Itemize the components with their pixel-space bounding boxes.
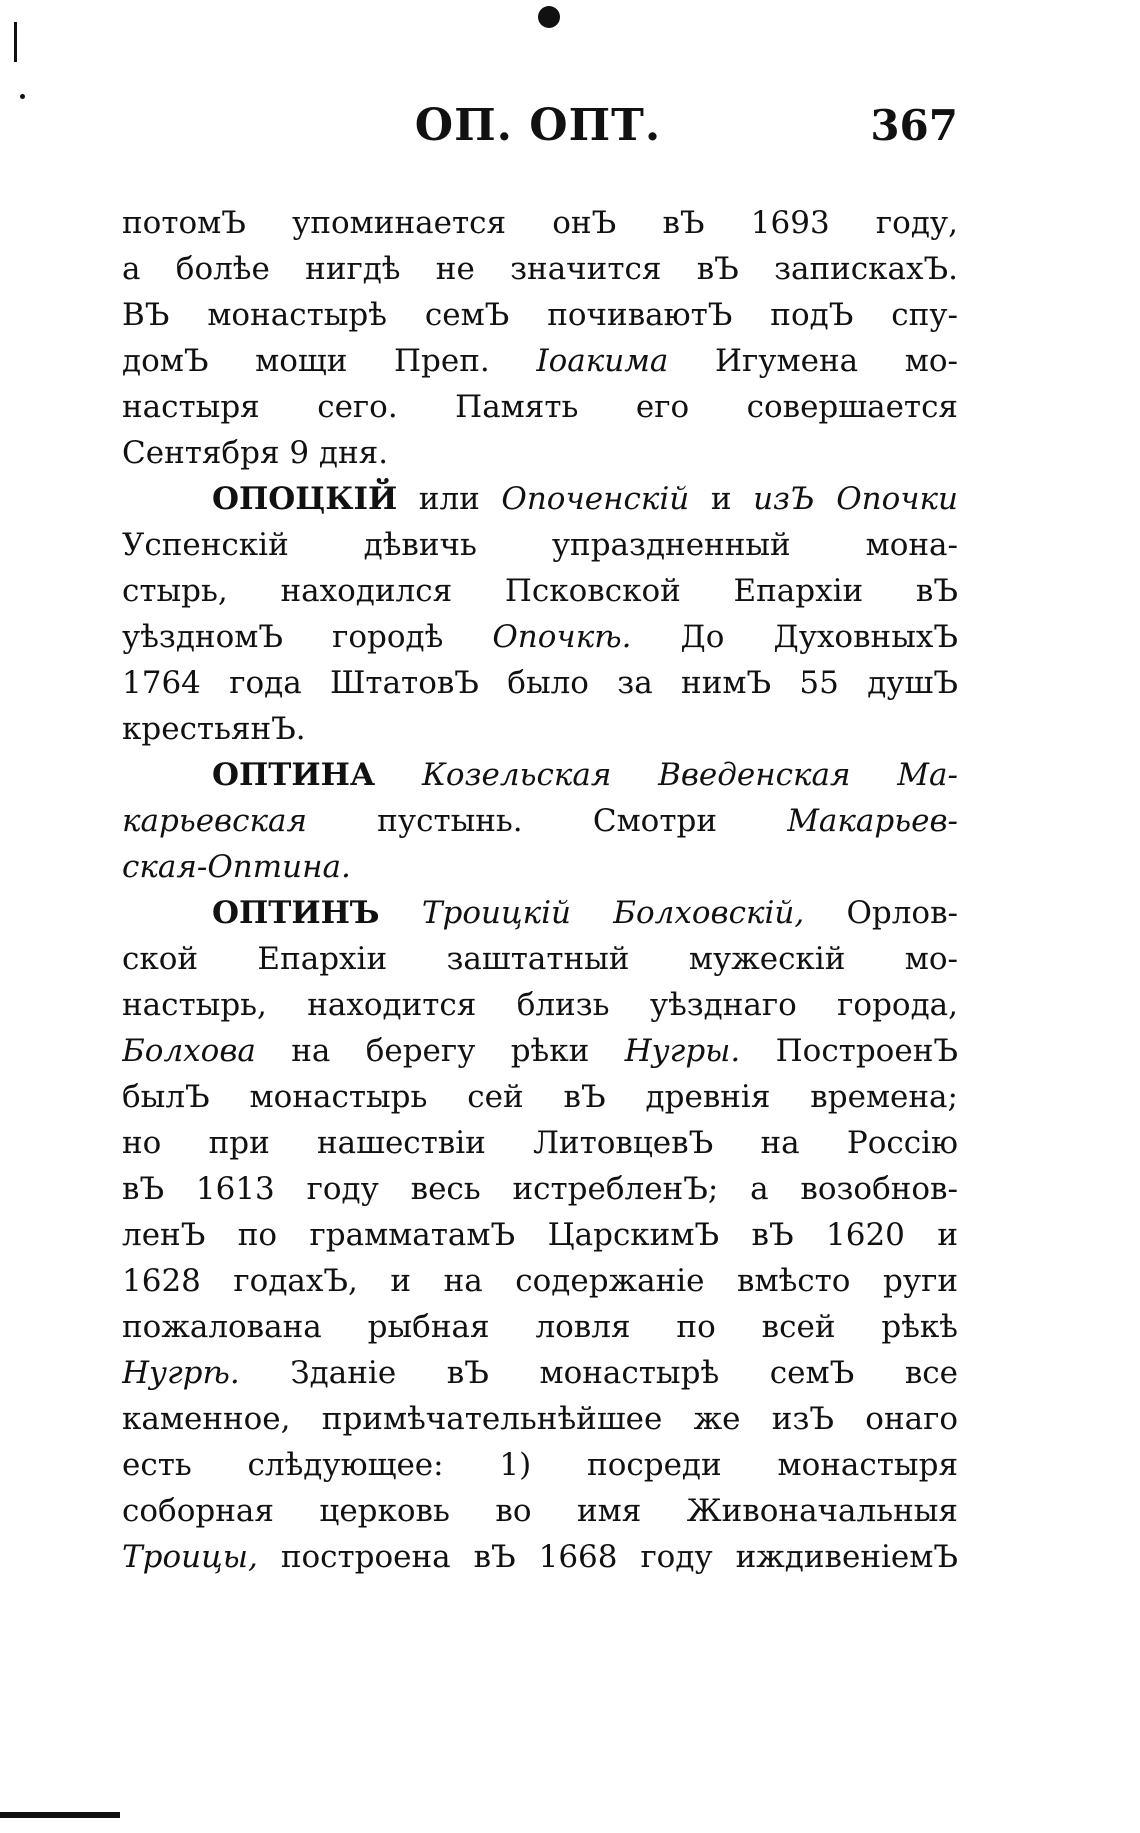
text-segment: пожалована рыбная ловля по всей рѣкѣ bbox=[122, 1309, 958, 1345]
text-line bbox=[122, 1304, 958, 1350]
edge-mark bbox=[14, 22, 17, 62]
body-text bbox=[122, 200, 958, 1580]
text-segment: настырь, находится близь уѣзднаго города, bbox=[122, 987, 958, 1023]
text-line bbox=[122, 1258, 958, 1304]
text-line bbox=[122, 384, 958, 430]
text-segment: ВЪ монастырѣ семЪ почиваютЪ подЪ спу- bbox=[122, 297, 958, 333]
text-segment: Сентября 9 дня. bbox=[122, 435, 389, 471]
text-line bbox=[122, 1442, 958, 1488]
text-segment: ленЪ по грамматамЪ ЦарскимЪ вЪ 1620 и bbox=[122, 1217, 958, 1253]
italic-text: ская-Оптина. bbox=[122, 849, 351, 885]
entry-heading: ОПОЦКІЙ bbox=[212, 481, 398, 517]
text-line bbox=[122, 614, 958, 660]
italic-text: Козельская Введенская Ма- bbox=[421, 757, 958, 793]
text-segment: Успенскій дѣвичь упраздненный мона- bbox=[122, 527, 958, 563]
text-line bbox=[122, 1028, 958, 1074]
text-segment: настыря сего. Память его совершается bbox=[122, 389, 958, 425]
text-line bbox=[122, 982, 958, 1028]
text-line bbox=[122, 430, 958, 476]
text-line bbox=[122, 1120, 958, 1166]
italic-text: Троицы, bbox=[122, 1539, 258, 1575]
text-line bbox=[122, 1488, 958, 1534]
text-segment bbox=[815, 481, 837, 517]
italic-text: Опоченскій bbox=[501, 481, 690, 517]
italic-text: Макарьев- bbox=[787, 803, 958, 839]
text-segment: потомЪ упоминается онЪ вЪ 1693 году, bbox=[122, 205, 958, 241]
text-segment: домЪ мощи Преп. bbox=[122, 343, 537, 379]
text-segment: крестьянЪ. bbox=[122, 711, 306, 747]
text-line bbox=[122, 706, 958, 752]
text-line bbox=[122, 844, 958, 890]
text-line bbox=[122, 1534, 958, 1580]
text-line bbox=[122, 798, 958, 844]
text-line bbox=[122, 1166, 958, 1212]
text-segment: или bbox=[397, 481, 502, 517]
text-line bbox=[122, 1074, 958, 1120]
text-line bbox=[122, 1212, 958, 1258]
text-line bbox=[122, 660, 958, 706]
italic-text: Іоакима bbox=[536, 343, 669, 379]
page-header bbox=[118, 96, 958, 156]
text-segment: Орлов- bbox=[804, 895, 958, 931]
text-line bbox=[122, 292, 958, 338]
text-line bbox=[122, 752, 958, 798]
text-segment: былЪ монастырь сей вЪ древнія времена; bbox=[122, 1079, 958, 1115]
text-segment: но при нашествіи ЛитовцевЪ на Россію bbox=[122, 1125, 958, 1161]
text-segment: пустынь. Смотри bbox=[307, 803, 788, 839]
text-line bbox=[122, 936, 958, 982]
text-segment: вЪ 1613 году весь истребленЪ; а возобнов- bbox=[122, 1171, 958, 1207]
text-segment: каменное, примѣчательнѣйшее же изЪ онаго bbox=[122, 1401, 958, 1437]
bottom-edge-mark bbox=[0, 1812, 120, 1818]
text-line bbox=[122, 338, 958, 384]
italic-text: Опочки bbox=[836, 481, 958, 517]
entry-heading: ОПТИНЪ bbox=[212, 895, 380, 931]
text-line bbox=[122, 1350, 958, 1396]
text-line bbox=[122, 1396, 958, 1442]
page-number: 367 bbox=[870, 101, 958, 150]
text-segment: ской Епархіи заштатный мужескій мо- bbox=[122, 941, 958, 977]
ink-blot bbox=[538, 6, 560, 28]
text-line bbox=[122, 200, 958, 246]
text-segment bbox=[375, 757, 422, 793]
text-segment: на берегу рѣки bbox=[255, 1033, 625, 1069]
italic-text: Опочкѣ. bbox=[492, 619, 632, 655]
text-segment: соборная церковь во имя Живоначальныя bbox=[122, 1493, 958, 1529]
text-segment: Зданіе вЪ монастырѣ семЪ все bbox=[239, 1355, 958, 1391]
ink-speck bbox=[20, 94, 25, 99]
text-segment: До ДуховныхЪ bbox=[631, 619, 958, 655]
text-segment: стырь, находился Псковской Епархіи вЪ bbox=[122, 573, 958, 609]
italic-text: Нугрѣ. bbox=[122, 1355, 240, 1391]
text-segment: уѣздномЪ городѣ bbox=[122, 619, 493, 655]
italic-text: Нугры. bbox=[624, 1033, 741, 1069]
text-segment: 1628 годахЪ, и на содержаніе вмѣсто руги bbox=[122, 1263, 958, 1299]
text-line bbox=[122, 476, 958, 522]
text-line bbox=[122, 890, 958, 936]
text-segment: ПостроенЪ bbox=[740, 1033, 958, 1069]
text-segment: построена вЪ 1668 году иждивеніемЪ bbox=[257, 1539, 958, 1575]
text-segment: Игумена мо- bbox=[668, 343, 958, 379]
text-segment: и bbox=[689, 481, 754, 517]
running-head: ОП. ОПТ. bbox=[414, 100, 662, 151]
text-segment: 1764 года ШтатовЪ было за нимЪ 55 душЪ bbox=[122, 665, 958, 701]
text-line bbox=[122, 246, 958, 292]
text-segment bbox=[380, 895, 422, 931]
text-line bbox=[122, 522, 958, 568]
italic-text: изЪ bbox=[753, 481, 815, 517]
italic-text: Троицкій Болховскій, bbox=[421, 895, 805, 931]
italic-text: карьевская bbox=[122, 803, 307, 839]
text-segment: а болѣе нигдѣ не значится вЪ запискахЪ. bbox=[122, 251, 958, 287]
text-line bbox=[122, 568, 958, 614]
text-segment: есть слѣдующее: 1) посреди монастыря bbox=[122, 1447, 958, 1483]
entry-heading: ОПТИНА bbox=[212, 757, 376, 793]
italic-text: Болхова bbox=[122, 1033, 256, 1069]
